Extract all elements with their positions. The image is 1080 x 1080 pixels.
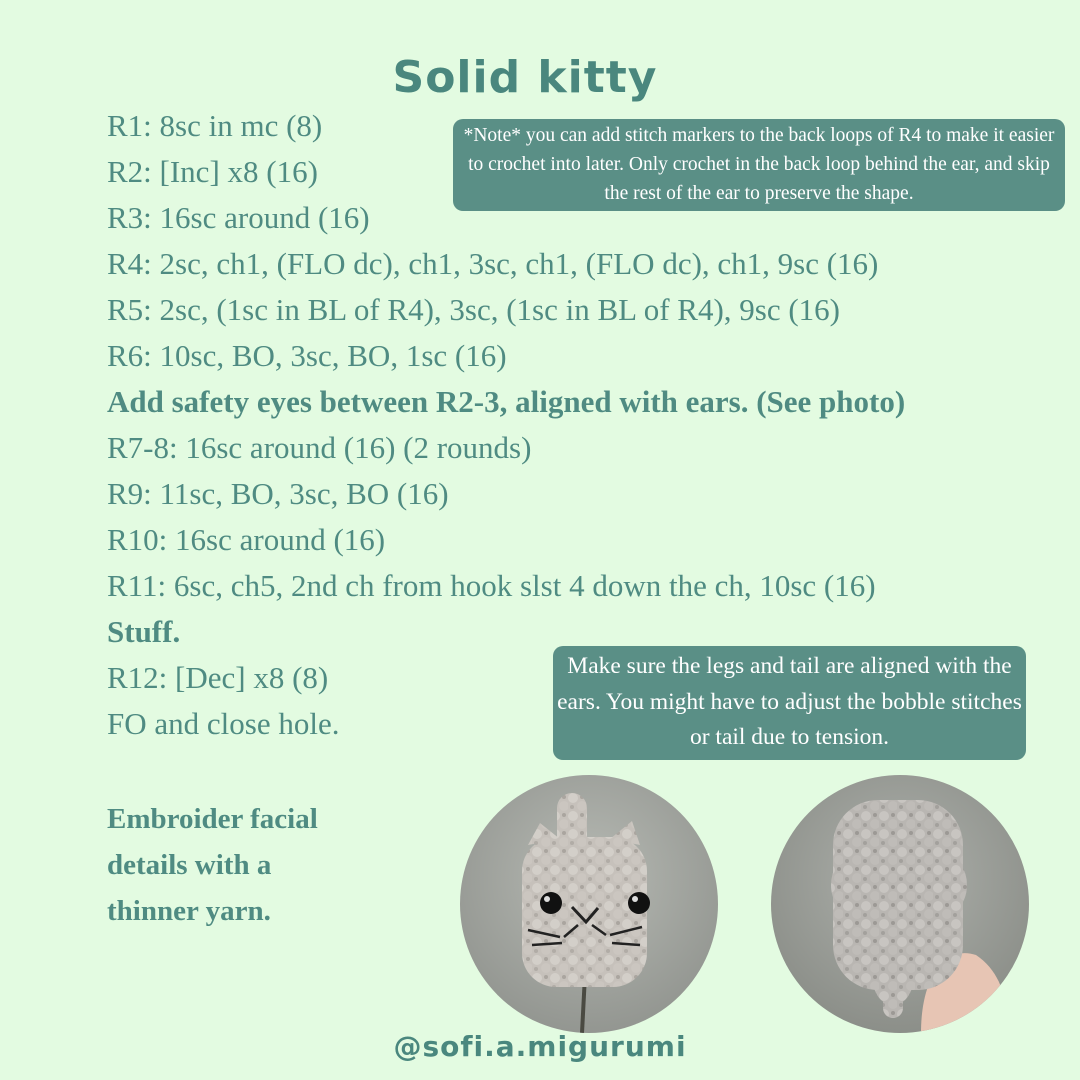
embroider-line: thinner yarn. xyxy=(107,895,271,927)
embroider-line: Embroider facial xyxy=(107,803,318,835)
stitch-marker-note: *Note* you can add stitch markers to the back loops of R4 to make it easier to crochet into later. Only crochet in the back loop behind the ear, and skip the rest of the ear to preserve the shape. xyxy=(453,119,1065,211)
pattern-line-r10: R10: 16sc around (16) xyxy=(107,522,386,557)
pattern-line-r1: R1: 8sc in mc (8) xyxy=(107,108,323,143)
pattern-line-r12: R12: [Dec] x8 (8) xyxy=(107,660,329,695)
alignment-note: Make sure the legs and tail are aligned with the ears. You might have to adjust the bobble stitches or tail due to tension. xyxy=(553,646,1026,760)
author-handle: @sofi.a.migurumi xyxy=(393,1030,687,1063)
pattern-line-r11: R11: 6sc, ch5, 2nd ch from hook slst 4 down the ch, 10sc (16) xyxy=(107,568,876,603)
pattern-line-safety-eyes: Add safety eyes between R2-3, aligned with ears. (See photo) xyxy=(107,384,906,419)
kitty-front-photo xyxy=(460,775,718,1033)
pattern-line-r3: R3: 16sc around (16) xyxy=(107,200,370,235)
pattern-line-fo: FO and close hole. xyxy=(107,706,340,741)
pattern-line-r2: R2: [Inc] x8 (16) xyxy=(107,154,318,189)
pattern-line-r5: R5: 2sc, (1sc in BL of R4), 3sc, (1sc in BL of R4), 9sc (16) xyxy=(107,292,840,327)
pattern-line-stuff: Stuff. xyxy=(107,614,181,649)
pattern-line-r4: R4: 2sc, ch1, (FLO dc), ch1, 3sc, ch1, (FLO dc), ch1, 9sc (16) xyxy=(107,246,879,281)
pattern-line-r7-8: R7-8: 16sc around (16) (2 rounds) xyxy=(107,430,532,465)
pattern-line-r6: R6: 10sc, BO, 3sc, BO, 1sc (16) xyxy=(107,338,507,373)
embroider-instructions xyxy=(107,796,318,934)
kitty-back-photo xyxy=(771,775,1029,1033)
pattern-line-r9: R9: 11sc, BO, 3sc, BO (16) xyxy=(107,476,449,511)
page-title: Solid kitty xyxy=(392,52,658,103)
embroider-line: details with a xyxy=(107,849,272,881)
